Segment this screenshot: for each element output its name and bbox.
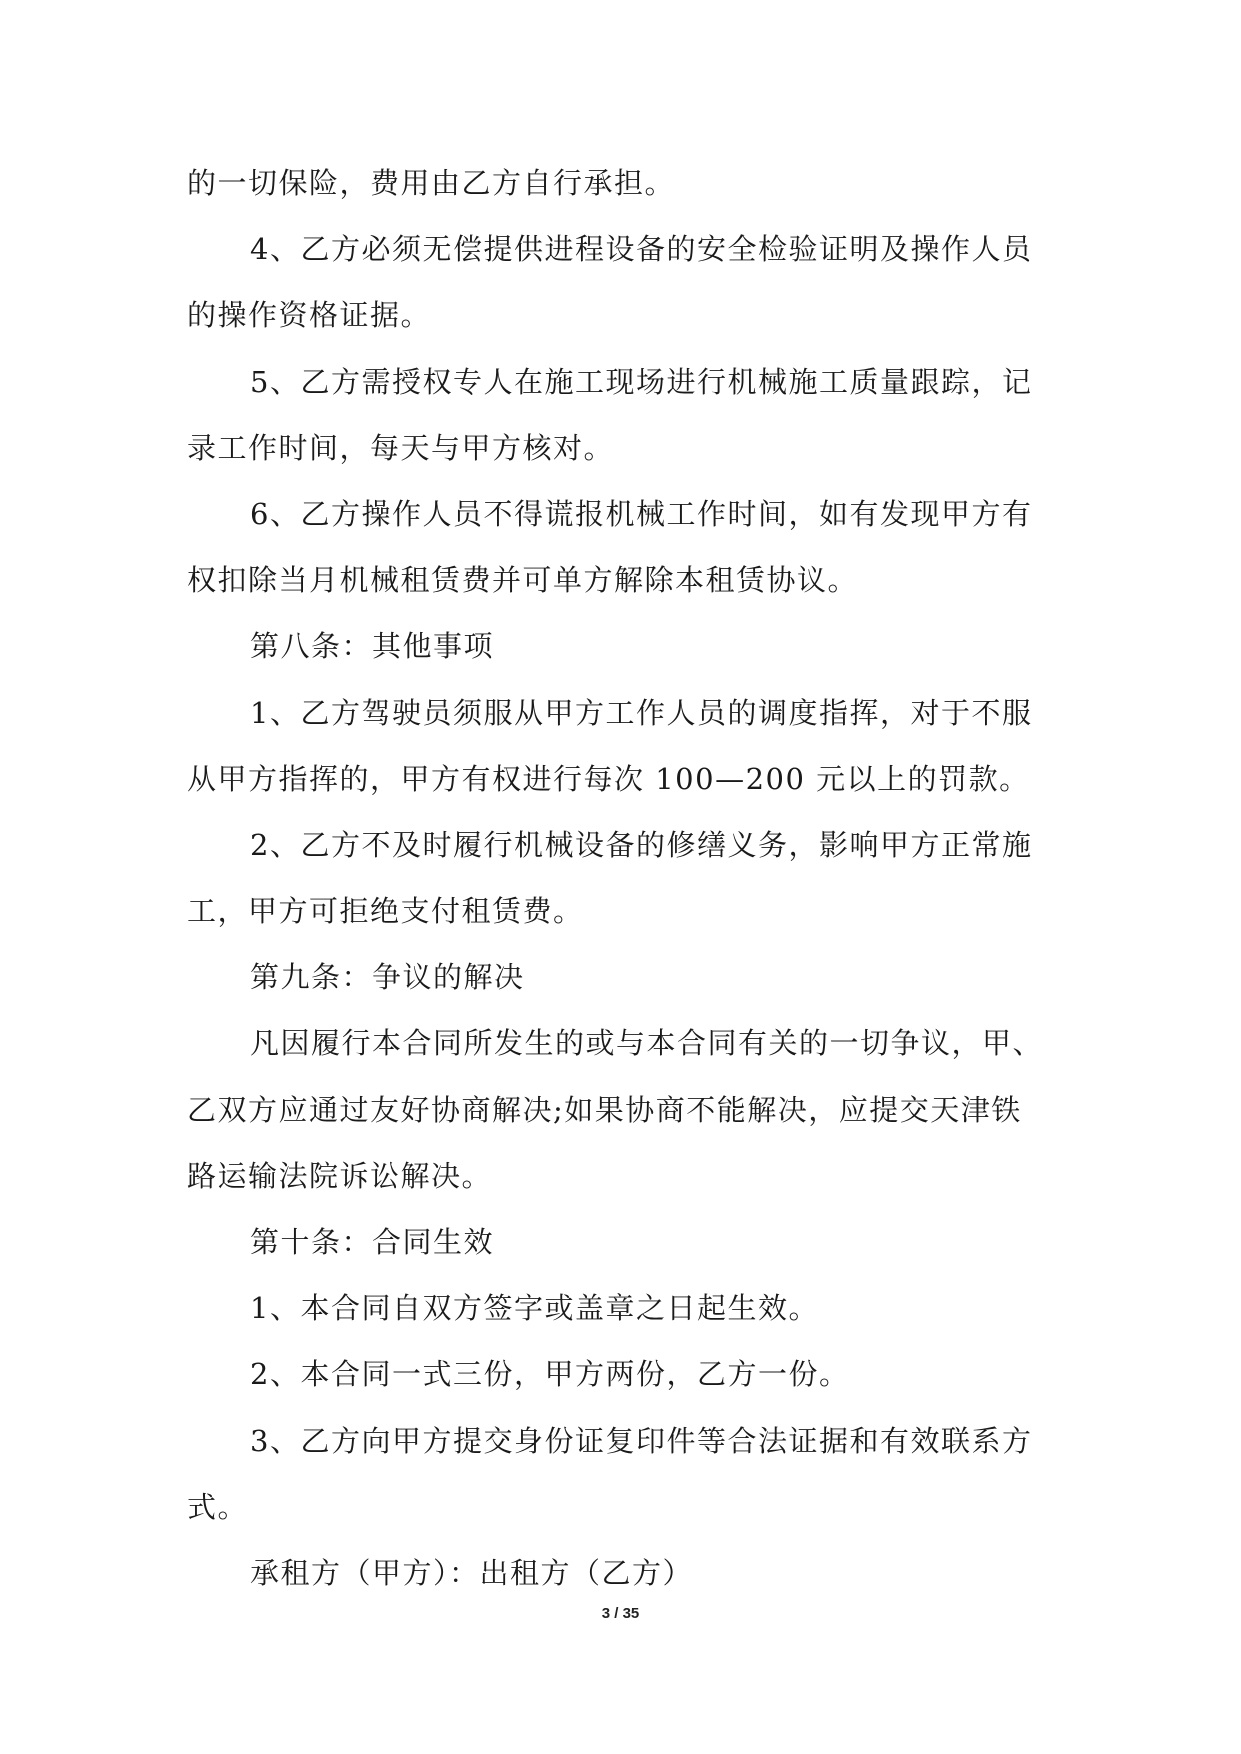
text-line: 权扣除当月机械租赁费并可单方解除本租赁协议。 [187,563,859,598]
text-line: 1、乙方驾驶员须服从甲方工作人员的调度指挥，对于不服 [250,695,1033,730]
text-line: 1、本合同自双方签字或盖章之日起生效。 [250,1291,819,1326]
text-line: 乙双方应通过友好协商解决;如果协商不能解决，应提交天津铁 [187,1092,1022,1127]
text-line: 4、乙方必须无偿提供进程设备的安全检验证明及操作人员 [250,232,1033,267]
text-line: 工，甲方可拒绝支付租赁费。 [187,894,584,929]
text-line: 6、乙方操作人员不得谎报机械工作时间，如有发现甲方有 [250,496,1033,531]
text-line: 3、乙方向甲方提交身份证复印件等合法证据和有效联系方 [250,1423,1033,1458]
text-line: 录工作时间，每天与甲方核对。 [187,430,615,465]
text-line: 路运输法院诉讼解决。 [187,1158,493,1193]
signature-line: 承租方（甲方）：出租方（乙方） [250,1555,694,1590]
text-line: 式。 [187,1489,249,1524]
section-heading: 第十条：合同生效 [250,1225,495,1259]
text-line: 凡因履行本合同所发生的或与本合同有关的一切争议，甲、 [250,1026,1044,1061]
text-line: 的操作资格证据。 [187,298,432,333]
section-heading: 第八条：其他事项 [250,629,495,664]
text-line: 的一切保险，费用由乙方自行承担。 [187,166,676,200]
document-body [187,150,1057,1606]
page-number: 3 / 35 [601,1605,640,1622]
text-line: 从甲方指挥的，甲方有权进行每次 100—200 元以上的罚款。 [187,761,1030,796]
text-line: 5、乙方需授权专人在施工现场进行机械施工质量跟踪，记 [250,364,1033,399]
text-line: 2、本合同一式三份，甲方两份，乙方一份。 [250,1357,850,1392]
text-line: 2、乙方不及时履行机械设备的修缮义务，影响甲方正常施 [250,827,1033,862]
section-heading: 第九条：争议的解决 [250,960,525,995]
